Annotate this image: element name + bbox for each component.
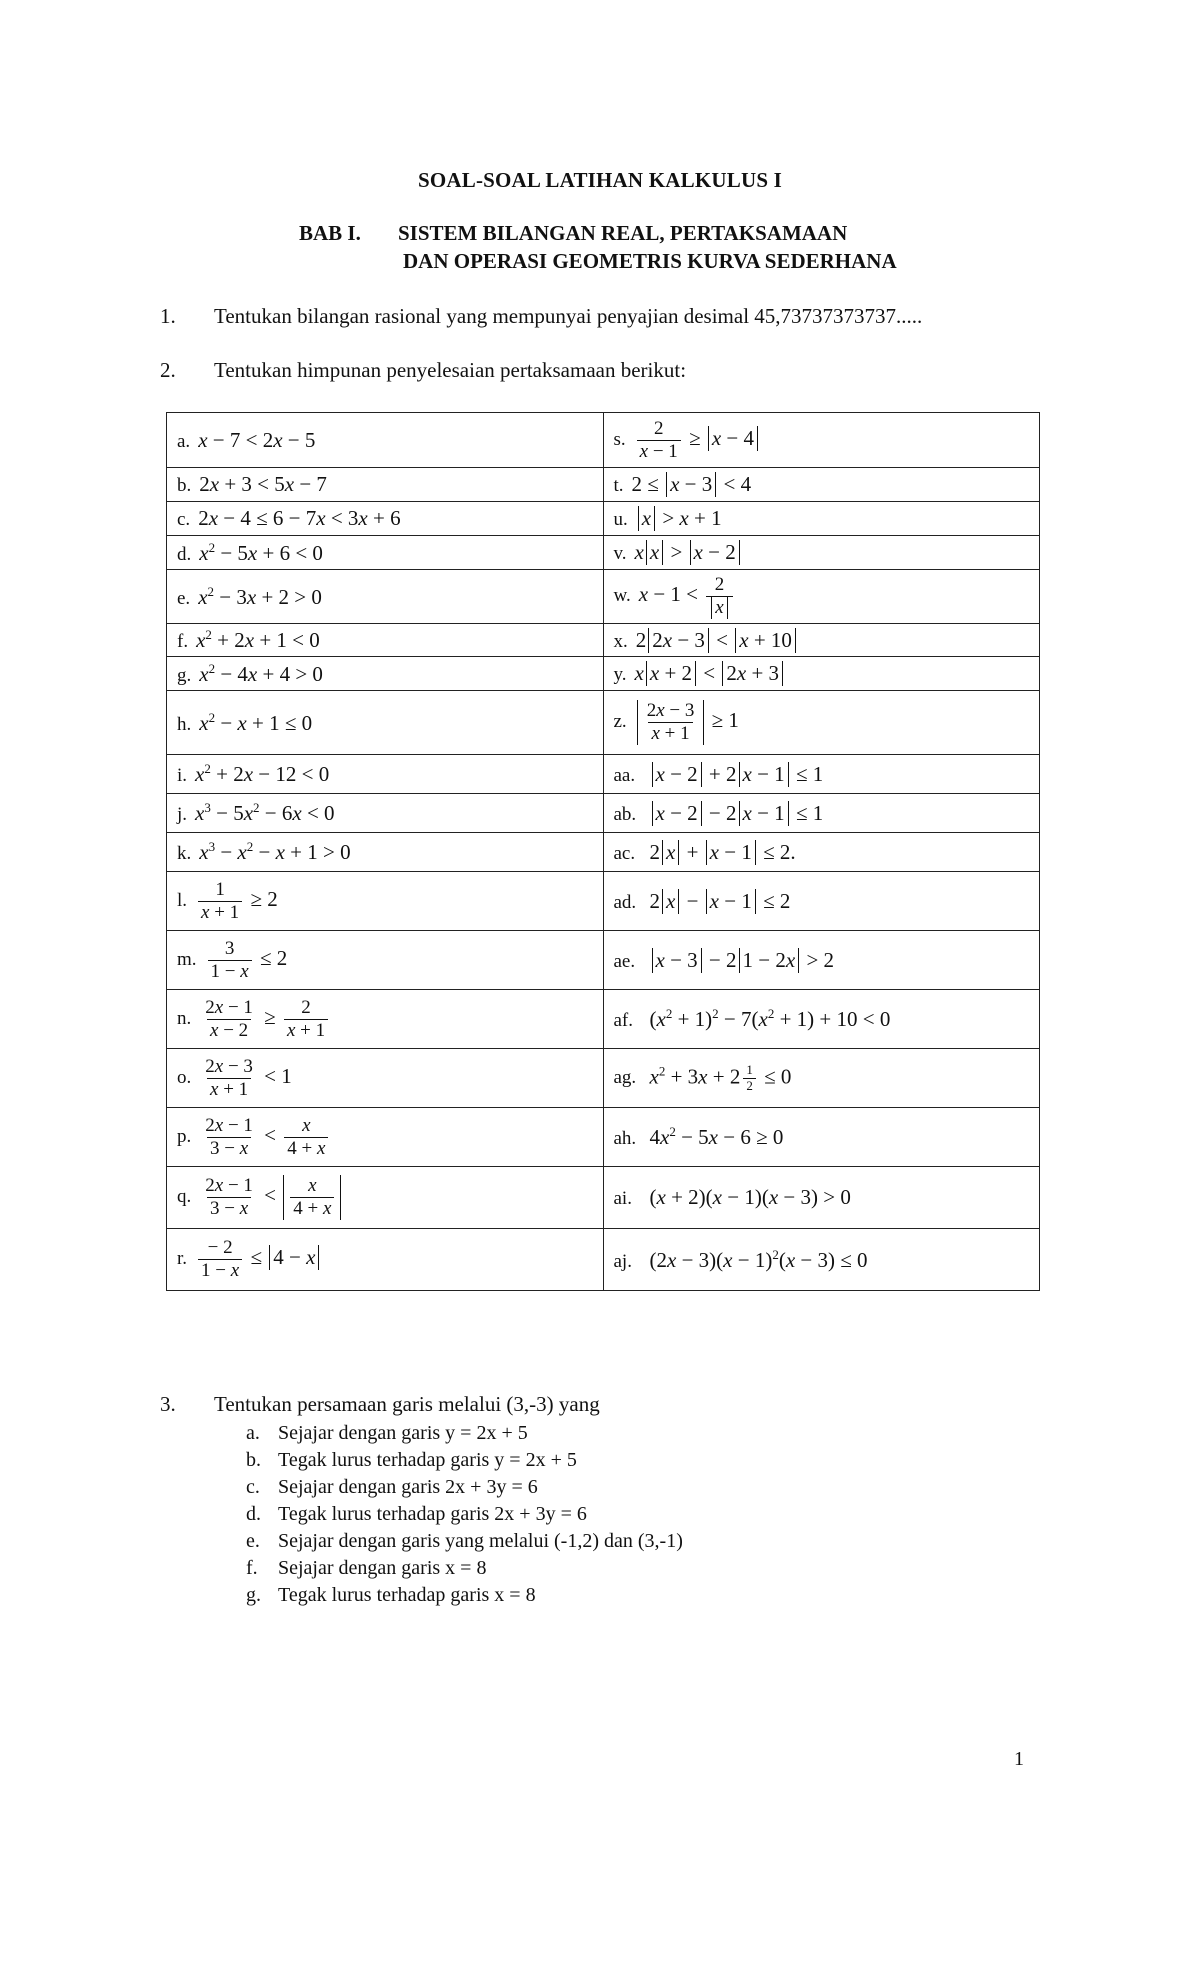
problem-g: g. $x^2 - 4x + 4 > 0$ [167,657,604,691]
list-item: e. Sejajar dengan garis yang melalui (-1,2) dan (3,-1) [246,1530,683,1552]
problem-a: a. x − 7 < 2x − 5 [167,413,604,468]
list-item: a. Sejajar dengan garis y = 2x + 5 [246,1422,528,1444]
problem-ai: ai. (x + 2)(x − 1)(x − 3) > 0 [603,1167,1040,1229]
problem-i: i. $x^2 + 2x - 12 < 0$ [167,755,604,794]
problem-z: z. $\frac{2x - 3}{x + 1}$ ≥ 1 [603,691,1040,755]
problem-q: q. $\frac{2x - 1}{3 - x}$ < $\frac{x}{4 + x}$ [167,1167,604,1229]
problem-ac: ac. 2 x + x − 1 ≤ 2. [603,833,1040,872]
inequality-table [166,412,1040,1291]
problem-n: n. $\frac{2x - 1}{x - 2}$ ≥ $\frac{2}{x + 1}$ [167,990,604,1049]
question-3-list [246,1420,683,1609]
list-item: g. Tegak lurus terhadap garis x = 8 [246,1584,536,1606]
chapter-title-line2: DAN OPERASI GEOMETRIS KURVA SEDERHANA [403,249,897,273]
problem-m: m. $\frac{3}{1 - x}$ ≤ 2 [167,931,604,990]
problem-r: r. $\frac{- 2}{1 - x}$ ≤ 4 − x [167,1229,604,1291]
chapter-title-line1: SISTEM BILANGAN REAL, PERTAKSAMAAN [398,221,848,245]
problem-w: w. x − 1 < $\frac{2}{x}$ [603,570,1040,624]
problem-ad: ad. 2 x − x − 1 ≤ 2 [603,872,1040,931]
problem-aa: aa. x − 2 + 2 x − 1 ≤ 1 [603,755,1040,794]
problem-y: y. x x + 2 < 2x + 3 [603,657,1040,691]
problem-b: b. 2x + 3 < 5x − 7 [167,468,604,502]
question-3-text: Tentukan persamaan garis melalui (3,-3) yang [214,1392,600,1416]
problem-f: f. $x^2 + 2x + 1 < 0$ [167,624,604,657]
problem-o: o. $\frac{2x - 3}{x + 1}$ < 1 [167,1049,604,1108]
problem-ah: ah. $4x^2 - 5x - 6 \ge 0$ [603,1108,1040,1167]
question-1-number: 1. [160,304,176,328]
page-number: 1 [1014,1748,1024,1770]
list-item: d. Tegak lurus terhadap garis 2x + 3y = 6 [246,1503,587,1525]
problem-c: c. 2x − 4 ≤ 6 − 7x < 3x + 6 [167,502,604,536]
problem-e: e. $x^2 - 3x + 2 > 0$ [167,570,604,624]
problem-k: k. $x^3 - x^2 - x + 1 > 0$ [167,833,604,872]
problem-v: v. x x > x − 2 [603,536,1040,570]
problem-p: p. $\frac{2x - 1}{3 - x}$ < $\frac{x}{4 + x}$ [167,1108,604,1167]
problem-u: u. x > x + 1 [603,502,1040,536]
problem-ae: ae. x − 3 − 2 1 − 2x > 2 [603,931,1040,990]
question-2-number: 2. [160,358,176,382]
list-item: f. Sejajar dengan garis x = 8 [246,1557,487,1579]
problem-aj: aj. $(2x - 3)(x - 1)^2(x - 3) \le 0$ [603,1229,1040,1291]
problem-j: j. $x^3 - 5x^2 - 6x < 0$ [167,794,604,833]
question-1-text: Tentukan bilangan rasional yang mempunyai penyajian desimal 45,73737373737..... [214,304,923,328]
problem-t: t. 2 ≤ x − 3 < 4 [603,468,1040,502]
problem-x: x. 2 2x − 3 < x + 10 [603,624,1040,657]
problem-h: h. $x^2 - x + 1 \le 0$ [167,691,604,755]
page-title: SOAL-SOAL LATIHAN KALKULUS I [417,168,783,192]
problem-af: af. $(x^2 + 1)^2 - 7(x^2 + 1) + 10 < 0$ [603,990,1040,1049]
problem-s: s. $\frac{2}{x - 1}$ ≥ x − 4 [603,413,1040,468]
chapter-label: BAB I. [299,221,361,245]
list-item: b. Tegak lurus terhadap garis y = 2x + 5 [246,1449,577,1471]
question-2-text: Tentukan himpunan penyelesaian pertaksamaan berikut: [214,358,687,382]
problem-d: d. $x^2 - 5x + 6 < 0$ [167,536,604,570]
list-item: c. Sejajar dengan garis 2x + 3y = 6 [246,1476,538,1498]
question-3-number: 3. [160,1392,176,1416]
problem-ag: ag. $x^2 + 3x + 2$ $\frac{1}{2}$ ≤ 0 [603,1049,1040,1108]
problem-l: l. $\frac{1}{x + 1}$ ≥ 2 [167,872,604,931]
problem-ab: ab. x − 2 − 2 x − 1 ≤ 1 [603,794,1040,833]
